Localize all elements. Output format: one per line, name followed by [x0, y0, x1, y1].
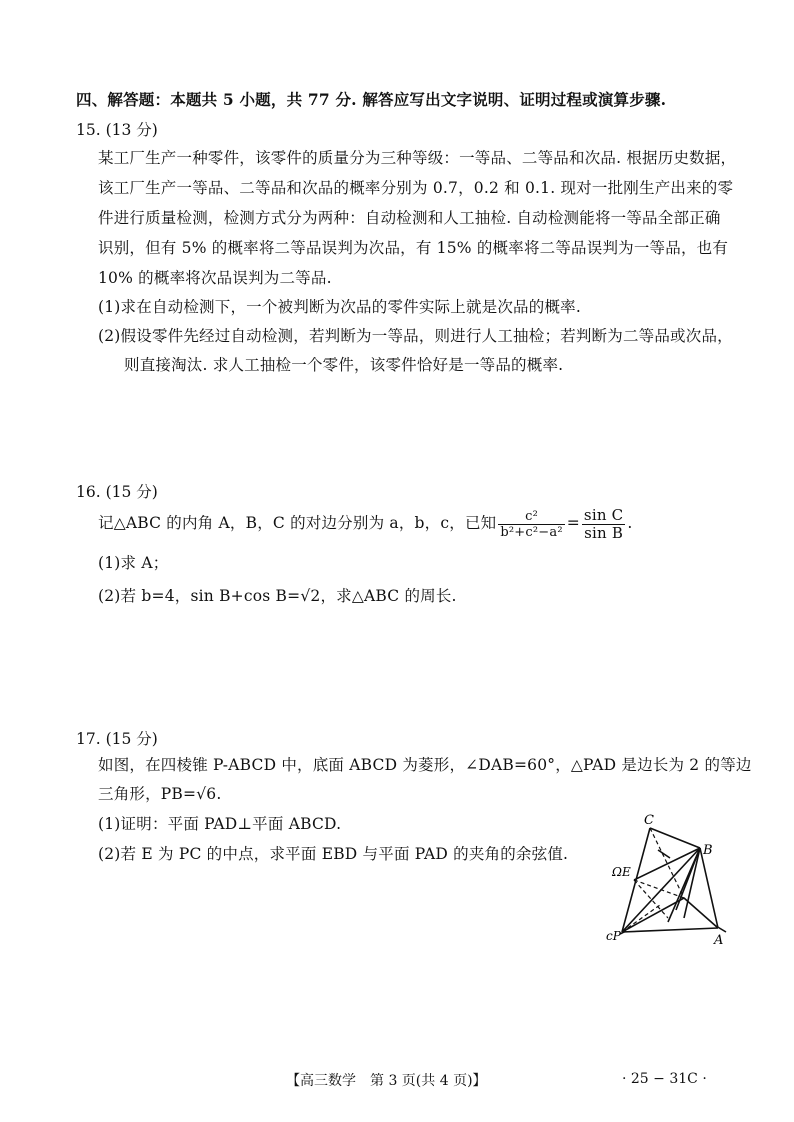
pyramid-figure: [600, 810, 750, 950]
q15-stem-line-3: 件进行质量检测，检测方式分为两种：自动检测和人工抽检. 自动检测能将一等品全部正确: [98, 209, 721, 227]
q16-fraction-1-numerator: c²: [498, 509, 564, 525]
section-header: 四、解答题：本题共 5 小题，共 77 分. 解答应写出文字说明、证明过程或演算步骤.: [76, 90, 667, 109]
edge-ed-dashed: [634, 880, 684, 898]
edge-cb: [650, 828, 700, 848]
q17-stem-line-1: 如图，在四棱锥 P-ABCD 中，底面 ABCD 为菱形，∠DAB=60°，△PAD 是边长为 2 的等边: [98, 756, 752, 774]
label-e: ΩE: [612, 865, 631, 879]
q16-stem-suffix: .: [627, 514, 633, 532]
q15-number: 15. (13 分): [76, 121, 158, 139]
q15-part-1: (1)求在自动检测下，一个被判断为次品的零件实际上就是次品的概率.: [98, 298, 581, 316]
label-b: B: [703, 843, 713, 858]
q16-fraction-2-numerator: sin C: [583, 505, 624, 524]
label-p: cP: [606, 929, 621, 943]
q15-part-2-line-2: 则直接淘汰. 求人工抽检一个零件，该零件恰好是一等品的概率.: [124, 356, 564, 374]
footer-page-info: 【高三数学 第 3 页(共 4 页)】: [286, 1073, 487, 1089]
q16-part-2: (2)若 b=4，sin B+cos B=√2，求△ABC 的周长.: [98, 587, 457, 605]
q17-part-2: (2)若 E 为 PC 的中点，求平面 EBD 与平面 PAD 的夹角的余弦值.: [98, 845, 569, 863]
edge-pa: [622, 928, 718, 932]
q16-part-1: (1)求 A；: [98, 554, 169, 572]
q15-stem-line-2: 该工厂生产一等品、二等品和次品的概率分别为 0.7，0.2 和 0.1. 现对一批刚生产出来的零: [98, 179, 734, 197]
q17-stem-line-2: 三角形，PB=√6.: [98, 785, 222, 803]
label-c: C: [644, 813, 654, 828]
q16-equals: =: [566, 514, 580, 532]
q16-stem: [98, 506, 632, 542]
q16-fraction-1-denominator: b²+c²−a²: [500, 524, 563, 540]
q15-stem-line-5: 10% 的概率将次品误判为二等品.: [98, 269, 332, 287]
q15-part-2-line-1: (2)假设零件先经过自动检测，若判断为一等品，则进行人工抽检；若判断为二等品或次品，: [98, 327, 733, 345]
q16-stem-prefix: 记△ABC 的内角 A，B，C 的对边分别为 a，b，c，已知: [98, 514, 497, 532]
q16-fraction-1: [498, 509, 564, 540]
q16-fraction-2-denominator: sin B: [584, 523, 624, 542]
label-a: A: [714, 933, 724, 948]
q16-number: 16. (15 分): [76, 483, 158, 501]
q15-stem-line-1: 某工厂生产一种零件，该零件的质量分为三种等级：一等品、二等品和次品. 根据历史数据，: [98, 149, 737, 167]
q16-fraction-2: [582, 507, 625, 542]
q15-stem-line-4: 识别，但有 5% 的概率将二等品误判为次品，有 15% 的概率将二等品误判为一等品，也有: [98, 239, 729, 257]
footer-code: · 25 − 31C ·: [622, 1071, 707, 1087]
edge-ba: [700, 848, 718, 928]
q17-number: 17. (15 分): [76, 730, 158, 748]
q17-part-1: (1)证明：平面 PAD⊥平面 ABCD.: [98, 815, 342, 833]
